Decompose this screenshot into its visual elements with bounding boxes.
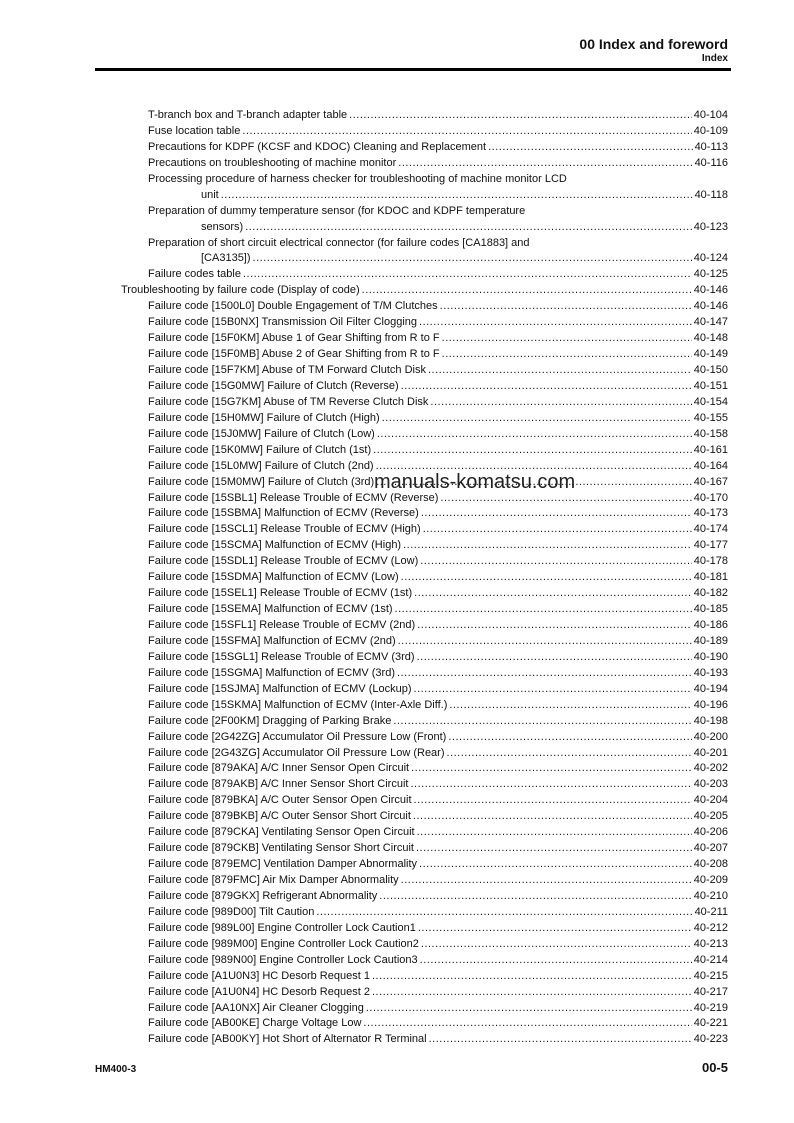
dot-leader — [417, 650, 692, 666]
toc-entry[interactable] — [0, 985, 794, 1001]
dot-leader — [393, 714, 691, 730]
toc-entry[interactable] — [0, 538, 794, 554]
dot-leader — [414, 793, 692, 809]
toc-entry[interactable] — [0, 714, 794, 730]
toc-entry-title: sensors) — [201, 220, 244, 233]
dot-leader — [419, 315, 692, 331]
toc-entry-page: 40-146 — [693, 300, 728, 313]
toc-entry-title: Failure code [989M00] Engine Controller Lock Caution2 — [148, 937, 419, 950]
toc-entry-page: 40-161 — [693, 443, 728, 456]
toc-entry[interactable] — [0, 267, 794, 283]
toc-entry-page: 40-196 — [693, 698, 728, 711]
dot-leader — [488, 140, 692, 156]
dot-leader — [395, 602, 692, 618]
toc-entry-title: Failure code [15SEL1] Release Trouble of ECMV (1st) — [148, 587, 413, 600]
toc-entry-page: 40-190 — [693, 650, 728, 663]
toc-entry[interactable] — [0, 746, 794, 762]
toc-entry[interactable] — [0, 666, 794, 682]
toc-entry[interactable] — [0, 777, 794, 793]
toc-entry-page: 40-207 — [693, 842, 728, 855]
dot-leader — [417, 618, 692, 634]
toc-entry[interactable] — [0, 698, 794, 714]
toc-entry-title: Failure code [AB00KY] Hot Short of Alternator R Terminal — [148, 1033, 427, 1046]
header-title: 00 Index and foreword — [579, 36, 728, 52]
dot-leader — [401, 379, 692, 395]
dot-leader — [382, 411, 692, 427]
toc-entry-title: Failure code [2F00KM] Dragging of Parking Brake — [148, 714, 392, 727]
toc-entry-page: 40-203 — [693, 778, 728, 791]
dot-leader — [221, 188, 693, 204]
dot-leader — [414, 586, 692, 602]
toc-entry-page: 40-217 — [693, 985, 728, 998]
toc-entry-page: 40-193 — [693, 666, 728, 679]
toc-entry[interactable] — [0, 586, 794, 602]
toc-entry[interactable] — [0, 506, 794, 522]
dot-leader — [243, 267, 692, 283]
dot-leader — [429, 1032, 692, 1048]
toc-entry[interactable] — [0, 650, 794, 666]
dot-leader — [253, 251, 692, 267]
toc-entry-page: 40-149 — [693, 348, 728, 361]
toc-entry[interactable] — [0, 730, 794, 746]
watermark: manuals-komatsu.com — [374, 471, 576, 493]
dot-leader — [349, 108, 692, 124]
toc-entry-title: Failure code [879AKA] A/C Inner Sensor Open Circuit — [148, 762, 410, 775]
toc-entry-title: Failure code [15F7KM] Abuse of TM Forward Clutch Disk — [148, 364, 426, 377]
toc-entry[interactable] — [0, 140, 794, 156]
toc-entry-title: Failure code [15SCL1] Release Trouble of ECMV (High) — [148, 523, 421, 536]
dot-leader — [377, 427, 692, 443]
toc-entry-page: 40-206 — [693, 826, 728, 839]
toc-entry-page: 40-186 — [693, 619, 728, 632]
toc-entry-page: 40-214 — [693, 953, 728, 966]
toc-entry-title: Failure code [15SDL1] Release Trouble of ECMV (Low) — [148, 555, 419, 568]
toc-entry[interactable] — [0, 204, 794, 236]
toc-entry-page: 40-200 — [693, 730, 728, 743]
dot-leader — [417, 825, 692, 841]
toc-entry[interactable] — [0, 379, 794, 395]
toc-entry[interactable] — [0, 793, 794, 809]
toc-entry-title: Failure code [989D00] Tilt Caution — [148, 905, 315, 918]
toc-entry[interactable] — [0, 873, 794, 889]
toc-entry-title: Failure code [1500L0] Double Engagement of T/M Clutches — [148, 300, 438, 313]
toc-entry-title: Failure code [879EMC] Ventilation Damper Abnormality — [148, 858, 418, 871]
toc-entry-title: Failure code [15M0MW] Failure of Clutch (3rd) — [148, 475, 375, 488]
toc-entry-title: Failure code [879BKB] A/C Outer Sensor Short Circuit — [148, 810, 411, 823]
toc-entry-title: Fuse location table — [148, 124, 241, 137]
toc-entry[interactable] — [0, 363, 794, 379]
toc-entry[interactable] — [0, 315, 794, 331]
toc-entry-page: 40-113 — [694, 140, 728, 153]
toc-entry[interactable] — [0, 825, 794, 841]
toc-entry[interactable] — [0, 889, 794, 905]
toc-entry-title: Failure code [879CKB] Ventilating Sensor Short Circuit — [148, 842, 414, 855]
toc-entry-page: 40-209 — [693, 874, 728, 887]
toc-entry-page: 40-173 — [693, 507, 728, 520]
dot-leader — [242, 124, 691, 140]
toc-entry-title: Failure code [15L0MW] Failure of Clutch (2nd) — [148, 459, 374, 472]
dot-leader — [423, 522, 692, 538]
toc-entry-page: 40-123 — [693, 220, 728, 233]
toc-entry-page: 40-213 — [693, 937, 728, 950]
dot-leader — [420, 554, 691, 570]
toc-entry-title: Failure code [15F0MB] Abuse 2 of Gear Shifting from R to F — [148, 348, 440, 361]
dot-leader — [403, 538, 692, 554]
toc-entry-title: Failure code [15SGL1] Release Trouble of ECMV (3rd) — [148, 650, 415, 663]
toc-entry[interactable] — [0, 857, 794, 873]
dot-leader — [411, 761, 692, 777]
toc-entry-title: Failure code [989L00] Engine Controller Lock Caution1 — [148, 921, 416, 934]
header-subtitle: Index — [701, 53, 728, 64]
toc-entry[interactable] — [0, 921, 794, 937]
toc-entry-page: 40-189 — [693, 634, 728, 647]
toc-entry-title: Precautions on troubleshooting of machine monitor — [148, 156, 397, 169]
dot-leader — [442, 347, 692, 363]
toc-entry-title: Failure code [15SFL1] Release Trouble of ECMV (2nd) — [148, 619, 416, 632]
toc-entry-title: Failure code [879CKA] Ventilating Sensor Open Circuit — [148, 826, 415, 839]
toc-entry-page: 40-147 — [693, 316, 728, 329]
toc-entry-page: 40-125 — [693, 268, 728, 281]
dot-leader — [398, 634, 692, 650]
dot-leader — [372, 969, 692, 985]
toc-entry[interactable] — [0, 682, 794, 698]
dot-leader — [440, 299, 692, 315]
footer-page-number: 00-5 — [701, 1060, 728, 1075]
toc-entry[interactable] — [0, 347, 794, 363]
toc-entry[interactable] — [0, 570, 794, 586]
dot-leader — [449, 698, 691, 714]
toc-entry-title: Precautions for KDPF (KCSF and KDOC) Cleaning and Replacement — [148, 140, 487, 153]
dot-leader — [418, 921, 692, 937]
dot-leader — [419, 857, 692, 873]
toc-entry-page: 40-205 — [693, 810, 728, 823]
toc-entry-page: 40-150 — [693, 364, 728, 377]
toc-entry-page: 40-211 — [694, 905, 728, 918]
toc-entry-page: 40-116 — [694, 156, 728, 169]
toc-entry[interactable] — [0, 172, 794, 204]
toc-entry-page: 40-182 — [693, 587, 728, 600]
toc-entry-title: [CA3135]) — [201, 252, 251, 265]
toc-entry-title: Failure code [15SBMA] Malfunction of ECMV (Reverse) — [148, 507, 419, 520]
toc-entry[interactable] — [0, 969, 794, 985]
toc-entry-title: Failure code [15H0MW] Failure of Clutch (High) — [148, 411, 380, 424]
toc-entry-title: Failure code [A1U0N3] HC Desorb Request 1 — [148, 969, 370, 982]
toc-entry-title: Failure code [15B0NX] Transmission Oil Filter Clogging — [148, 316, 418, 329]
toc-entry[interactable] — [0, 427, 794, 443]
toc-entry-page: 40-181 — [693, 571, 728, 584]
header-divider — [95, 68, 731, 71]
toc-entry-title: Failure code [AB00KE] Charge Voltage Low — [148, 1017, 362, 1030]
footer-model: HM400-3 — [95, 1064, 137, 1075]
toc-entry-title: Failure codes table — [148, 268, 241, 281]
toc-entry-page: 40-104 — [693, 109, 728, 121]
toc-entry-page: 40-221 — [693, 1017, 728, 1030]
dot-leader — [410, 777, 691, 793]
toc-entry-page: 40-109 — [693, 124, 728, 137]
toc-entry-title: Failure code [A1U0N4] HC Desorb Request 2 — [148, 985, 370, 998]
dot-leader — [366, 1001, 692, 1017]
toc-entry-page: 40-154 — [693, 395, 728, 408]
toc-entry-page: 40-124 — [693, 252, 728, 265]
toc-entry-title: unit — [201, 188, 219, 201]
toc-entry[interactable] — [0, 156, 794, 172]
toc-entry-page: 40-202 — [693, 762, 728, 775]
toc-entry[interactable] — [0, 841, 794, 857]
toc-entry-page: 40-210 — [693, 889, 728, 902]
toc-entry-page: 40-198 — [693, 714, 728, 727]
toc-entry-title: Failure code [2G42ZG] Accumulator Oil Pressure Low (Front) — [148, 730, 447, 743]
toc-entry[interactable] — [0, 634, 794, 650]
toc-entry-title: Failure code [15SGMA] Malfunction of ECMV (3rd) — [148, 666, 395, 679]
toc-entry-page: 40-223 — [693, 1033, 728, 1046]
toc-entry-page: 40-212 — [693, 921, 728, 934]
toc-entry-page: 40-178 — [693, 555, 728, 568]
toc-entry-title: Failure code [15SBL1] Release Trouble of ECMV (Reverse) — [148, 491, 439, 504]
toc-entry[interactable] — [0, 761, 794, 777]
toc-entry-title-line: Preparation of dummy temperature sensor (for KDOC and KDPF temperature — [148, 204, 526, 217]
toc-entry[interactable] — [0, 602, 794, 618]
toc-entry[interactable] — [0, 1001, 794, 1017]
toc-entry[interactable] — [0, 953, 794, 969]
toc-entry-title: Troubleshooting by failure code (Display of code) — [121, 284, 360, 297]
toc-entry-title: Failure code [879GKX] Refrigerant Abnormality — [148, 889, 378, 902]
toc-entry-page: 40-185 — [693, 603, 728, 616]
dot-leader — [447, 746, 692, 762]
toc-entry-title: Failure code [2G43ZG] Accumulator Oil Pressure Low (Rear) — [148, 746, 445, 759]
toc-entry-page: 40-155 — [693, 411, 728, 424]
toc-entry-title: Failure code [15SDMA] Malfunction of ECMV (Low) — [148, 571, 399, 584]
dot-leader — [416, 841, 692, 857]
toc-entry-title: Failure code [15SJMA] Malfunction of ECMV (Lockup) — [148, 682, 412, 695]
toc-entry[interactable] — [0, 618, 794, 634]
dot-leader — [413, 809, 692, 825]
toc-entry-page: 40-177 — [693, 539, 728, 552]
toc-entry[interactable] — [0, 905, 794, 921]
dot-leader — [414, 682, 692, 698]
toc-entry[interactable] — [0, 443, 794, 459]
toc-entry-page: 40-215 — [693, 969, 728, 982]
dot-leader — [245, 220, 692, 236]
dot-leader — [398, 156, 692, 172]
dot-leader — [373, 443, 692, 459]
dot-leader — [316, 905, 692, 921]
toc-entry-title: Failure code [AA10NX] Air Cleaner Clogging — [148, 1001, 364, 1014]
dot-leader — [397, 666, 692, 682]
toc-entry[interactable] — [0, 411, 794, 427]
toc-entry-title: T-branch box and T-branch adapter table — [148, 109, 348, 121]
dot-leader — [421, 937, 692, 953]
dot-leader — [401, 570, 692, 586]
toc-entry-title: Failure code [879AKB] A/C Inner Sensor Short Circuit — [148, 778, 409, 791]
toc-entry-page: 40-151 — [693, 379, 728, 392]
toc-entry[interactable] — [0, 331, 794, 347]
toc-entry-title: Failure code [879FMC] Air Mix Damper Abnormality — [148, 874, 399, 887]
toc-entry[interactable] — [0, 809, 794, 825]
dot-leader — [448, 730, 691, 746]
toc-entry[interactable] — [0, 554, 794, 570]
toc-entry-title: Failure code [989N00] Engine Controller Lock Caution3 — [148, 953, 418, 966]
toc-entry-title: Failure code [15J0MW] Failure of Clutch (Low) — [148, 427, 375, 440]
toc-entry-page: 40-164 — [693, 459, 728, 472]
toc-entry-page: 40-174 — [693, 523, 728, 536]
toc-entry-title: Failure code [15SFMA] Malfunction of ECMV (2nd) — [148, 634, 396, 647]
toc-entry-title-line: Processing procedure of harness checker for troubleshooting of machine monitor LCD — [148, 172, 567, 185]
toc-entry-page: 40-201 — [693, 746, 728, 759]
dot-leader — [362, 283, 692, 299]
dot-leader — [420, 953, 692, 969]
table-of-contents — [0, 108, 794, 1048]
toc-entry-page: 40-167 — [693, 475, 728, 488]
toc-entry[interactable] — [0, 1032, 794, 1048]
dot-leader — [430, 395, 691, 411]
toc-entry-title: Failure code [15F0KM] Abuse 1 of Gear Shifting from R to F — [148, 332, 440, 345]
toc-entry[interactable] — [0, 937, 794, 953]
dot-leader — [401, 873, 692, 889]
toc-entry[interactable] — [0, 395, 794, 411]
toc-entry-page: 40-148 — [693, 332, 728, 345]
toc-entry-page: 40-208 — [693, 858, 728, 871]
dot-leader — [372, 985, 692, 1001]
toc-entry[interactable] — [0, 236, 794, 268]
dot-leader — [421, 506, 692, 522]
toc-entry[interactable] — [0, 522, 794, 538]
toc-entry-title: Failure code [15SKMA] Malfunction of ECMV (Inter-Axle Diff.) — [148, 698, 448, 711]
toc-entry-page: 40-219 — [693, 1001, 728, 1014]
dot-leader — [442, 331, 692, 347]
toc-entry-page: 40-194 — [693, 682, 728, 695]
toc-entry-page: 40-118 — [694, 188, 728, 201]
toc-entry[interactable] — [0, 1016, 794, 1032]
toc-entry[interactable] — [0, 124, 794, 140]
toc-entry-page: 40-158 — [693, 427, 728, 440]
dot-leader — [379, 889, 691, 905]
toc-entry-page: 40-204 — [693, 794, 728, 807]
toc-entry-title: Failure code [15G0MW] Failure of Clutch (Reverse) — [148, 379, 399, 392]
toc-entry-title: Failure code [15G7KM] Abuse of TM Reverse Clutch Disk — [148, 395, 429, 408]
toc-entry-title: Failure code [15K0MW] Failure of Clutch (1st) — [148, 443, 372, 456]
toc-entry[interactable] — [0, 283, 794, 299]
toc-entry-page: 40-146 — [693, 284, 728, 297]
toc-entry-title: Failure code [15SEMA] Malfunction of ECMV (1st) — [148, 603, 393, 616]
toc-entry-title-line: Preparation of short circuit electrical connector (for failure codes [CA1883] and — [148, 236, 530, 249]
toc-entry-title: Failure code [879BKA] A/C Outer Sensor Open Circuit — [148, 794, 412, 807]
dot-leader — [363, 1016, 691, 1032]
toc-entry-title: Failure code [15SCMA] Malfunction of ECMV (High) — [148, 539, 402, 552]
dot-leader — [428, 363, 692, 379]
toc-entry-page: 40-170 — [693, 491, 728, 504]
toc-entry[interactable] — [0, 108, 794, 124]
toc-entry[interactable] — [0, 299, 794, 315]
